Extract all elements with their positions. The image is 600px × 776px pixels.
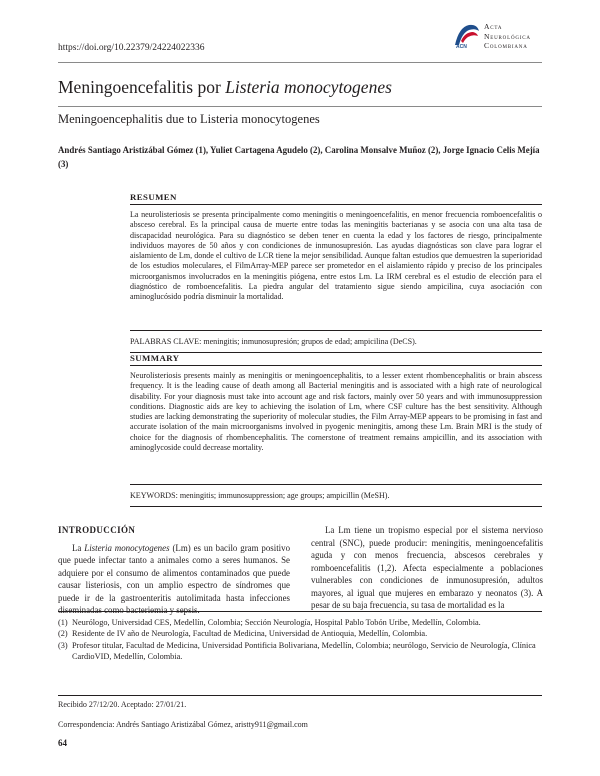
abstract-en-text: Neurolisteriosis presents mainly as meningitis or meningoencephalitis, to a lesser extent rhombencephalitis or brain abscess frequency. It is the leading cause of death among all Bacterial meningitis and is associated with a high rate of neurological disability. For your diagnosis must take into account age and risk factors, mainly over 50 years and with immunosuppression conditions. Diagnostic aids are key to achieving the isolation of Lm, where CSF culture has the best sensitivity. Although studies are lacking demonstrating the superiority of molecular studies, the Film Array-MEP appears to be promising in fast and accurate isolation of the main microorganisms involved in pyogenic meningitis, among these Lm. Brain MRI is the study of choice for the diagnosis of rhombencephalitis. The cornerstone of treatment remains ampicillin, and its association with aminoglycoside could decrease mortality. — [130, 371, 542, 453]
doi-link[interactable]: https://doi.org/10.22379/24224022336 — [58, 43, 205, 53]
title-es-prefix: Meningoencefalitis por — [58, 77, 226, 97]
affiliation-item — [58, 617, 540, 628]
intro-paragraph-right: La Lm tiene un tropismo especial por el sistema nervioso central (SNC), puede producir: meningitis, meningoencefalitis aguda y con menos frecuencia, abscesos cerebrales y romboencefalitis (1,2). Afecta especialmente a poblaciones vulnerables con condiciones de inmunosupresión, adultos mayores, al igual que mujeres en embarazo y neonatos (3). A pesar de su baja frecuencia, su tasa de mortalidad es la — [311, 525, 543, 611]
intro-column-right — [311, 524, 543, 612]
affiliation-text: Neurólogo, Universidad CES, Medellín, Colombia; Sección Neurología, Hospital Pablo Tobón Uribe, Medellín, Colombia. — [72, 618, 481, 627]
journal-name — [484, 22, 531, 51]
affiliation-text: Residente de IV año de Neurología, Facultad de Medicina, Universidad de Antioquia, Medellín, Colombia. — [72, 629, 428, 639]
keywords-es: PALABRAS CLAVE: meningitis; inmunosupresión; grupos de edad; ampicilina (DeCS). — [130, 330, 542, 353]
affiliation-number: (2) — [58, 629, 68, 639]
intro-text: (Lm) es un bacilo gram positivo que puede infectar tanto a animales como a seres humanos. Se adquiere por el consumo de alimentos contaminados que puede causar listeriosis, con un amplio espectro de síndromes que puede ir de la gastroenteritis autolimitada hasta infecciones diseminadas como bacteriemia y sepsis. — [58, 542, 291, 616]
article-title-en: Meningoencephalitis due to Listeria monocytogenes — [58, 112, 320, 126]
abstract-en-heading: SUMMARY — [130, 353, 542, 366]
page-number: 64 — [58, 738, 67, 748]
author-list: Andrés Santiago Aristizábal Gómez (1), Yuliet Cartagena Agudelo (2), Carolina Monsalve Muñoz (2), Jorge Ignacio Celis Mejía (3) — [58, 145, 540, 169]
intro-species: Listeria monocytogenes — [84, 542, 170, 553]
journal-name-line: Colombiana — [484, 41, 528, 51]
received-dates: Recibido 27/12/20. Aceptado: 27/01/21. — [58, 700, 187, 709]
logo-mark-letters: ACN — [456, 44, 467, 49]
abstract-es-heading: RESUMEN — [130, 192, 542, 205]
keywords-en: KEYWORDS: meningitis; immunosuppression; age groups; ampicillin (MeSH). — [130, 484, 542, 507]
affiliation-item — [58, 640, 540, 663]
article-title-es — [58, 77, 392, 98]
journal-logo-icon — [453, 23, 481, 49]
footer-divider — [58, 695, 542, 696]
title-es-species: Listeria monocytogenes — [225, 77, 392, 97]
affiliation-number: (3) — [58, 640, 68, 650]
affiliation-number: (1) — [58, 618, 68, 627]
abstract-es-text: La neurolisteriosis se presenta principalmente como meningitis o meningoencefalitis, en menor frecuencia romboencefalitis o absceso cerebral. Es la principal causa de muerte entre todas las meningitis bacterianas y se asocia con una alta tasa de discapacidad neurológica. Para su diagnóstico se deben tener en cuenta la edad y los factores de riesgo, principalmente individuos mayores de 50 años y con condiciones de inmunosupresión. Las ayudas diagnósticas son clave para lograr el aislamiento de Lm, donde el cultivo de LCR tiene la mejor sensibilidad. Aunque faltan estudios que demuestren la superioridad de los estudios moleculares, el FilmArray-MEP parece ser prometedor en el aislamiento rápido y preciso de los principales microorganismos involucrados en la meningitis piógena, entre estos Lm. La IRM cerebral es el estudio de elección para el diagnóstico de romboencefalitis. La piedra angular del tratamiento sigue siendo ampicilina, cuya asociación con aminoglucósido podría disminuir la mortalidad. — [130, 210, 542, 302]
abstract-en — [130, 353, 542, 453]
affiliation-text: Profesor titular, Facultad de Medicina, Universidad Pontificia Bolivariana, Medellín, Colombia; neurólogo, Servicio de Neurología, Clínica CardioVID, Medellín, Colombia. — [72, 640, 536, 662]
affiliation-item — [58, 628, 540, 639]
correspondence: Correspondencia: Andrés Santiago Aristizábal Gómez, aristty911@gmail.com — [58, 720, 308, 729]
footnote-divider — [58, 611, 542, 612]
journal-logo — [453, 21, 563, 53]
affiliations — [58, 617, 540, 663]
abstract-es — [130, 192, 542, 303]
intro-text-prefix: La — [72, 542, 85, 553]
header-divider — [58, 62, 542, 63]
journal-name-line: Acta — [484, 22, 503, 31]
journal-name-line: Neurológica — [484, 31, 531, 41]
intro-column-left — [58, 524, 290, 617]
intro-paragraph — [58, 542, 290, 617]
intro-heading: INTRODUCCIÓN — [58, 525, 136, 535]
title-divider — [58, 106, 542, 107]
